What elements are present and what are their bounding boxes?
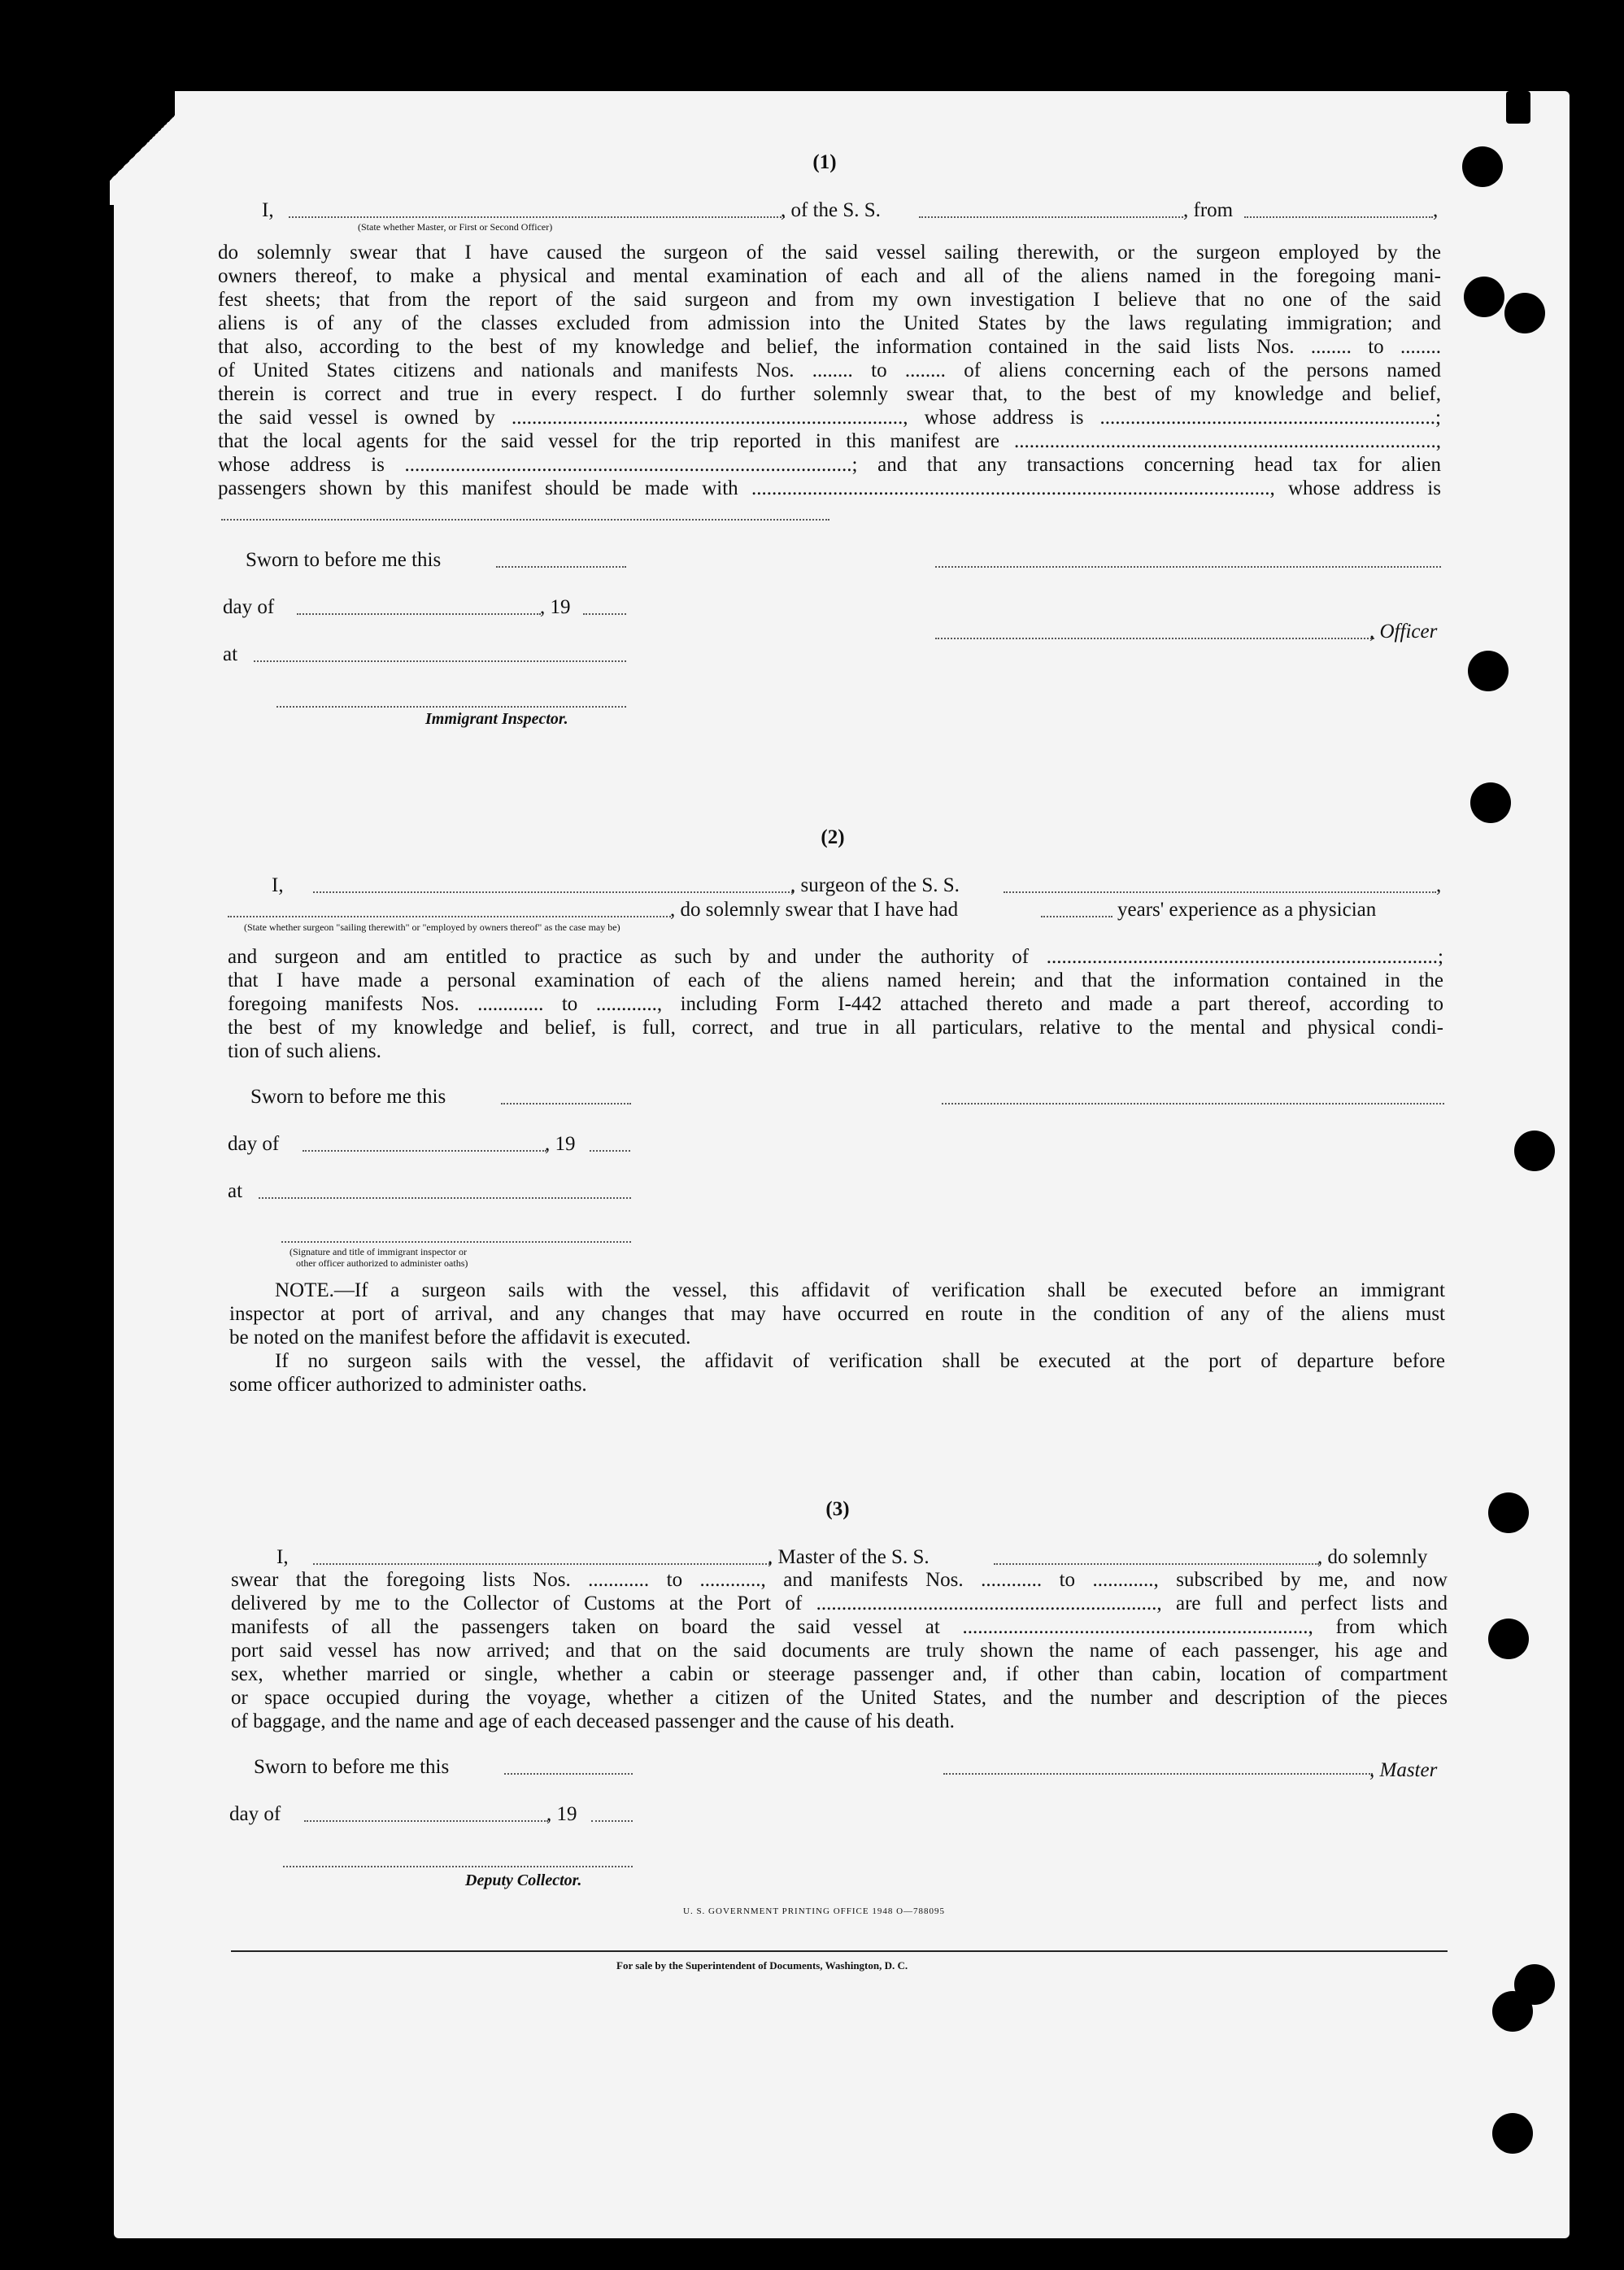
address-continuation-blank[interactable] [221, 517, 829, 521]
punch-hole [1470, 782, 1511, 823]
sworn-label: Sworn to before me this [250, 1086, 446, 1108]
year-label: , 19 [546, 1803, 577, 1825]
ship-label: , of the S. S. [781, 199, 881, 221]
section-1-heading: (1) [812, 151, 837, 173]
day-of-label: day of [223, 596, 275, 618]
sworn-label: Sworn to before me this [246, 549, 442, 571]
punch-hole [1488, 1619, 1529, 1659]
day-of-blank[interactable] [304, 1819, 548, 1822]
years-blank[interactable] [1041, 914, 1112, 917]
year-label: , 19 [545, 1133, 576, 1155]
signature-caption: other officer authorized to administer oaths) [296, 1257, 468, 1269]
paragraph-line: or space occupied during the voyage, whether a citizen of the United States, and the number and description of the pieces [231, 1687, 1448, 1709]
day-of-label: day of [228, 1133, 280, 1155]
year-label: , 19 [540, 596, 571, 618]
sale-notice: For sale by the Superintendent of Documents, Washington, D. C. [616, 1959, 908, 1972]
paragraph-line: fest sheets; that from the report of the said surgeon and from my own investigation I believe that no one of the said [218, 289, 1441, 311]
deputy-collector-label: Deputy Collector. [465, 1871, 582, 1889]
paragraph-line: the best of my knowledge and belief, is full, correct, and true in all particulars, relative to the mental and physical condi- [228, 1017, 1443, 1039]
paragraph-line: do solemnly swear that I have caused the surgeon of the said vessel sailing therewith, or the surgeon employed by the [218, 242, 1441, 264]
punch-hole [1504, 293, 1545, 333]
paragraph-line: that also, according to the best of my knowledge and belief, the information contained in the said lists Nos. ........ to ........ [218, 336, 1441, 358]
paragraph-line: tion of such aliens. [228, 1040, 381, 1062]
section-1-intro-line [262, 198, 274, 222]
surgeon-status-blank[interactable] [228, 914, 671, 917]
punch-hole [1488, 1492, 1529, 1533]
surgeon-label: , surgeon of the S. S. [790, 874, 960, 896]
swear-experience-text: , do solemnly swear that I have had [670, 899, 959, 921]
section-2-heading: (2) [821, 826, 845, 848]
footer-rule [231, 1950, 1448, 1952]
punch-hole [1468, 651, 1509, 691]
sworn-date-blank[interactable] [504, 1771, 633, 1775]
section-2-paragraph [228, 945, 1443, 1063]
master-signature-blank[interactable] [943, 1771, 1373, 1775]
from-label: , from [1183, 199, 1234, 221]
punch-hole [1464, 277, 1504, 317]
collector-signature-blank[interactable] [283, 1864, 633, 1867]
ship-name-blank[interactable] [919, 215, 1183, 218]
rank-caption: (State whether Master, or First or Second Officer) [358, 221, 553, 233]
folded-corner [110, 91, 175, 205]
at-place-blank[interactable] [254, 659, 626, 662]
sworn-date-blank[interactable] [501, 1101, 631, 1105]
paragraph-line: and surgeon and am entitled to practice as such by and under the authority of .............................................................................; [228, 946, 1443, 968]
paragraph-line: of baggage, and the name and age of each deceased passenger and the cause of his death. [231, 1710, 955, 1732]
paragraph-line: therein is correct and true in every respect. I do further solemnly swear that, to the best of my knowledge and belief, [218, 383, 1441, 405]
master-ship-blank[interactable] [994, 1562, 1319, 1565]
do-solemnly-label: , do solemnly [1317, 1546, 1428, 1568]
note-line: If no surgeon sails with the vessel, the affidavit of verification shall be executed at the port of departure before [275, 1350, 1445, 1372]
paragraph-line: passengers shown by this manifest should be made with ......................................................................................................, whose address is [218, 477, 1441, 499]
from-port-blank[interactable] [1244, 215, 1433, 218]
surgeon-status-caption: (State whether surgeon "sailing therewith" or "employed by owners thereof" as the case may be) [244, 922, 620, 933]
master-signature-label: , Master [1369, 1759, 1438, 1781]
section-3-heading: (3) [825, 1498, 850, 1520]
paragraph-line: that the local agents for the said vessel for the trip reported in this manifest are ..................................................................................., [218, 430, 1441, 452]
officer-label: , Officer [1369, 621, 1438, 643]
line-end-comma: , [1436, 874, 1442, 896]
pronoun-i: I, [262, 199, 274, 221]
paragraph-line: manifests of all the passengers taken on board the said vessel at ...................................................................., from which [231, 1616, 1448, 1638]
punch-hole [1462, 146, 1503, 187]
section-2-note [229, 1279, 1445, 1396]
section-3-paragraph [231, 1568, 1448, 1733]
surgeon-signature-blank[interactable] [942, 1101, 1444, 1105]
surgeon-ship-blank[interactable] [1004, 890, 1436, 893]
year-blank[interactable] [583, 612, 626, 615]
section-1-paragraph [218, 241, 1441, 500]
inspector-label: Immigrant Inspector. [425, 710, 568, 728]
master-label: , Master of the S. S. [768, 1546, 930, 1568]
paragraph-line: of United States citizens and nationals and manifests Nos. ........ to ........ of aliens concerning each of the persons named [218, 359, 1441, 381]
day-of-blank[interactable] [303, 1148, 546, 1152]
paragraph-line: aliens is of any of the classes excluded from admission into the United States by the laws regulating immigration; and [218, 312, 1441, 334]
rank-blank[interactable] [289, 215, 785, 218]
printing-office-imprint: U. S. GOVERNMENT PRINTING OFFICE 1948 O—788095 [683, 1906, 946, 1916]
inspector-signature-blank[interactable] [281, 1240, 631, 1243]
year-blank[interactable] [590, 1148, 630, 1152]
surgeon-name-blank[interactable] [313, 890, 793, 893]
paragraph-line: sex, whether married or single, whether a cabin or steerage passenger and, if other than cabin, location of compartment [231, 1663, 1448, 1685]
paragraph-line: foregoing manifests Nos. ............. to ............, including Form I-442 attached thereto and made a part thereof, according to [228, 993, 1443, 1015]
day-of-label: day of [229, 1803, 281, 1825]
paragraph-line: owners thereof, to make a physical and mental examination of each and all of the aliens named in the foregoing mani- [218, 265, 1441, 287]
years-label: years' experience as a physician [1117, 899, 1377, 921]
paragraph-line: whose address is ........................................................................................; and that any transactions concerning head tax for alien [218, 454, 1441, 476]
sworn-date-blank[interactable] [496, 564, 626, 568]
paragraph-line: port said vessel has now arrived; and that on the said documents are truly shown the name of each passenger, his age and [231, 1640, 1448, 1662]
year-blank[interactable] [591, 1819, 633, 1822]
master-name-blank[interactable] [313, 1562, 770, 1565]
paragraph-line: delivered by me to the Collector of Customs at the Port of ..................................................................., are full and perfect lists and [231, 1592, 1448, 1614]
punch-hole [1514, 1131, 1555, 1171]
punch-hole [1492, 2113, 1533, 2154]
day-of-blank[interactable] [297, 612, 541, 615]
note-line: NOTE.—If a surgeon sails with the vessel, this affidavit of verification shall be executed before an immigrant [275, 1279, 1445, 1301]
officer-signature-blank[interactable] [935, 564, 1441, 568]
at-label: at [223, 643, 238, 665]
at-label: at [228, 1180, 243, 1202]
note-line: some officer authorized to administer oaths. [229, 1374, 587, 1396]
punch-hole [1492, 1991, 1533, 2032]
paragraph-line: swear that the foregoing lists Nos. ............ to ............, and manifests Nos. ............ to ............, subscribed by me, and now [231, 1569, 1448, 1591]
pronoun-i: I, [272, 874, 284, 896]
note-line: inspector at port of arrival, and any changes that may have occurred en route in the condition of any of the aliens must [229, 1303, 1445, 1325]
paragraph-line: that I have made a personal examination of each of the aliens named herein; and that the information contained in the [228, 969, 1443, 991]
paragraph-line: the said vessel is owned by ............................................................................., whose address is ..................................................................; [218, 407, 1441, 429]
officer-name-blank[interactable] [935, 636, 1374, 639]
at-place-blank[interactable] [259, 1196, 631, 1199]
line-end-comma: , [1433, 199, 1439, 221]
punch-hole [1506, 91, 1530, 124]
sworn-label: Sworn to before me this [254, 1756, 450, 1778]
signature-caption: (Signature and title of immigrant inspector or [290, 1246, 467, 1257]
pronoun-i: I, [276, 1546, 289, 1568]
note-line: be noted on the manifest before the affidavit is executed. [229, 1327, 691, 1348]
